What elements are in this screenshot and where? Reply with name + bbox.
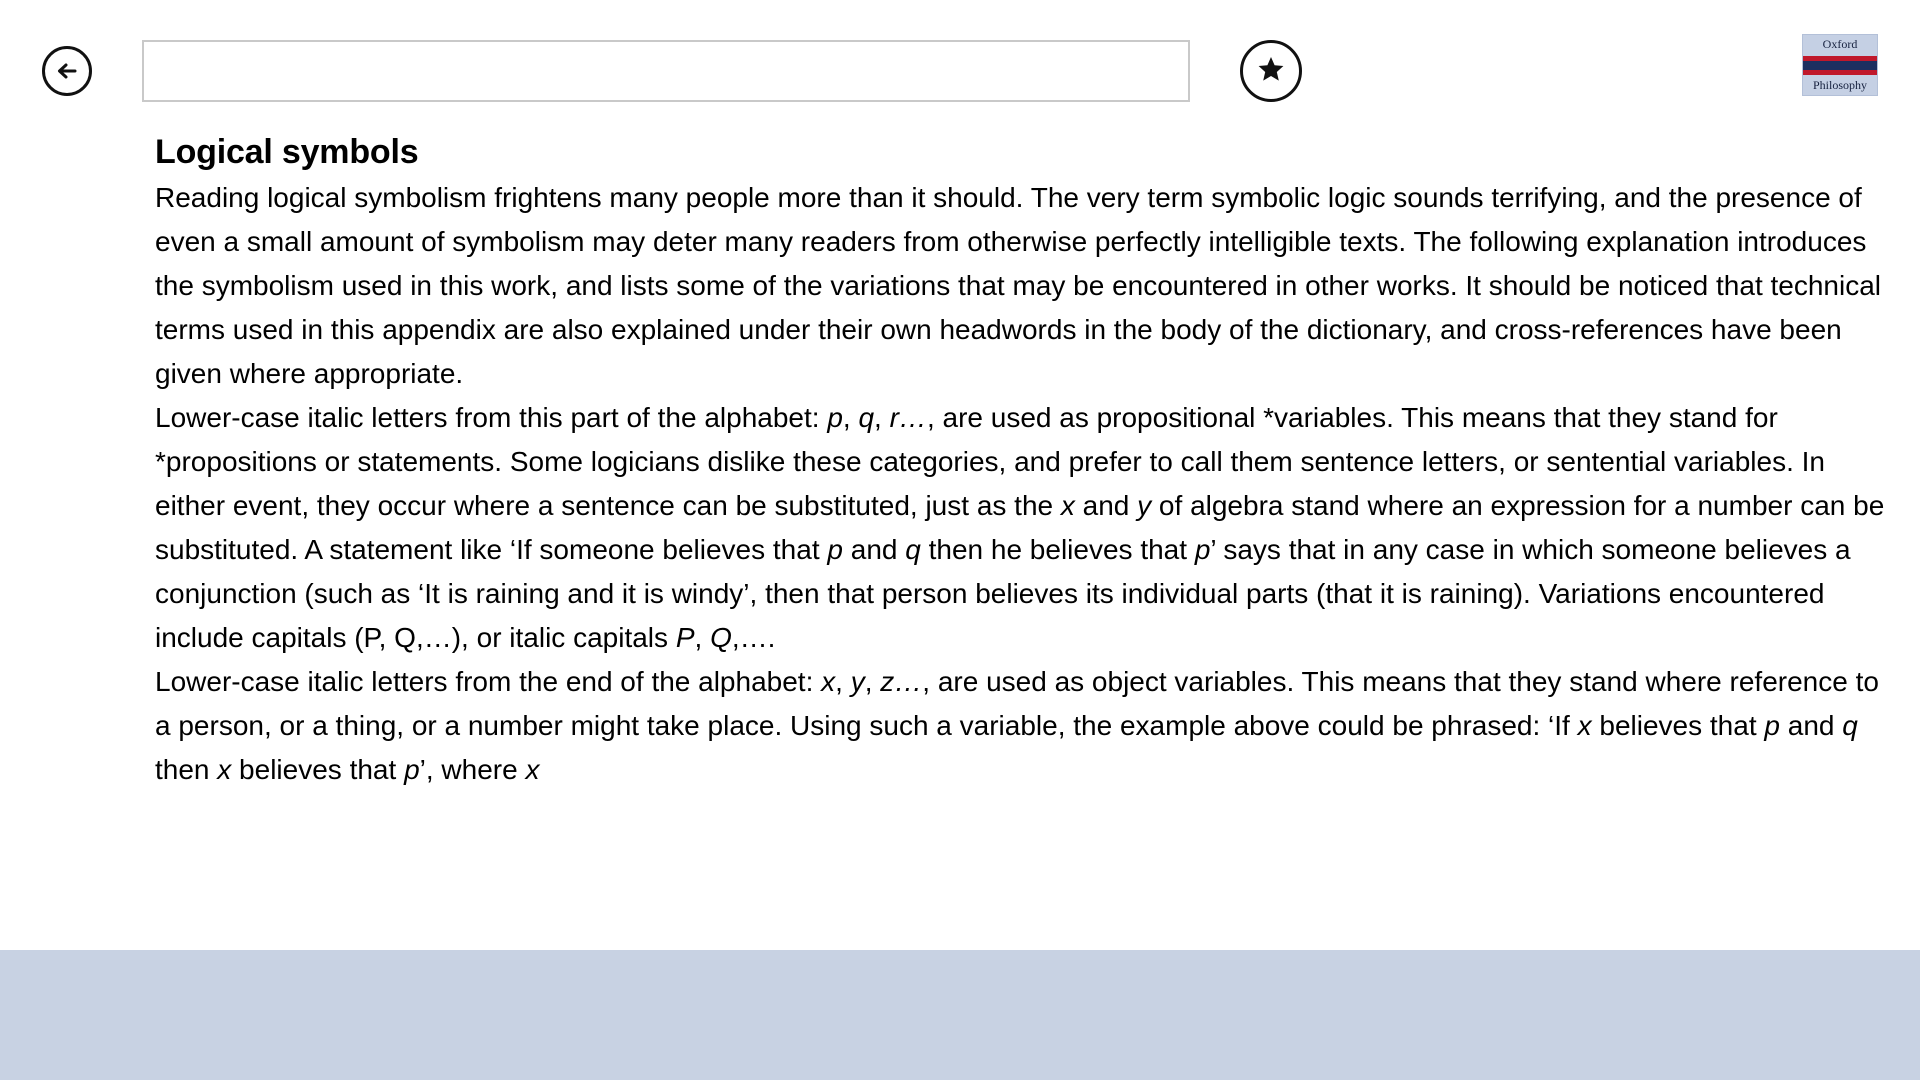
dictionary-entry bbox=[155, 130, 1900, 792]
italic-term: Q bbox=[710, 622, 732, 653]
italic-term: p bbox=[1764, 710, 1780, 741]
text-run: believes that bbox=[231, 754, 405, 785]
text-run: , bbox=[842, 402, 859, 433]
text-run: , are used as propositional *variables. This means that they stand for *propositions or statements. Some logicians dislike these categories, and prefer to call them sentence letters, or sentential variables. In either event, they occur where a sentence can be substituted, just as the bbox=[155, 402, 1825, 521]
entry-content bbox=[0, 120, 1920, 950]
text-run: ,…. bbox=[731, 622, 776, 653]
italic-term: x bbox=[821, 666, 836, 697]
text-run: and bbox=[1779, 710, 1843, 741]
italic-term: q bbox=[905, 534, 921, 565]
italic-term: r… bbox=[889, 402, 927, 433]
italic-term: p bbox=[827, 534, 843, 565]
logo-top-text: Oxford bbox=[1822, 37, 1858, 51]
text-run: Lower-case italic letters from this part of the alphabet: bbox=[155, 402, 828, 433]
italic-term: q bbox=[1842, 710, 1858, 741]
logo-bar-red-2 bbox=[1803, 70, 1877, 75]
bottom-bar bbox=[0, 950, 1920, 1080]
italic-term: P bbox=[675, 622, 695, 653]
entry-title: Logical symbols bbox=[155, 133, 419, 171]
text-run: Lower-case italic letters from the end of the alphabet: bbox=[155, 666, 822, 697]
text-run: then bbox=[155, 754, 218, 785]
text-run: Reading logical symbolism frightens many people more than it should. The very term symbolic logic sounds terrifying, and the presence of even a small amount of symbolism may deter many readers from otherwise perfectly intelligible texts. The following explanation introduces the symbolism used in this work, and lists some of the variations that may be encountered in other works. It should be noticed that technical terms used in this appendix are also explained under their own headwords in the body of the dictionary, and cross-references have been given where appropriate. bbox=[155, 182, 1882, 389]
italic-term: p bbox=[1194, 534, 1211, 565]
search-input[interactable] bbox=[142, 40, 1190, 102]
oxford-philosophy-logo bbox=[1802, 34, 1878, 96]
italic-term: x bbox=[1577, 710, 1592, 741]
italic-term: x bbox=[525, 754, 540, 785]
logo-bar-navy bbox=[1803, 61, 1877, 70]
italic-term: p bbox=[827, 402, 843, 433]
text-run: then he believes that bbox=[920, 534, 1195, 565]
text-run: , bbox=[835, 666, 851, 697]
text-run: , bbox=[864, 666, 881, 697]
entry-paragraph bbox=[155, 176, 1900, 396]
italic-term: y bbox=[850, 666, 865, 697]
text-run: and bbox=[1074, 490, 1138, 521]
italic-term: q bbox=[858, 402, 875, 433]
arrow-left-icon bbox=[53, 57, 81, 85]
entry-paragraph bbox=[155, 396, 1900, 660]
italic-term: p bbox=[404, 754, 420, 785]
star-icon bbox=[1254, 52, 1288, 91]
entry-paragraph bbox=[155, 660, 1900, 792]
text-run: ’ says that in any case in which someone believes a conjunction (such as ‘It is raining and it is windy’, then that person believes its individual parts (that it is raining). Variations encountered include capitals (P, Q,…), or italic capitals bbox=[155, 534, 1851, 653]
logo-bottom-text: Philosophy bbox=[1812, 78, 1867, 92]
text-run: and bbox=[842, 534, 906, 565]
back-button[interactable] bbox=[42, 46, 92, 96]
text-run: , bbox=[874, 402, 890, 433]
text-run: , are used as object variables. This means that they stand where reference to a person, or a thing, or a number might take place. Using such a variable, the example above could be phrased: ‘If bbox=[155, 666, 1879, 741]
text-run: ’, where bbox=[419, 754, 526, 785]
favorite-button[interactable] bbox=[1240, 40, 1302, 102]
text-run: , bbox=[694, 622, 711, 653]
entry-paragraphs bbox=[155, 176, 1900, 792]
italic-term: y bbox=[1137, 490, 1152, 521]
italic-term: z… bbox=[880, 666, 923, 697]
italic-term: x bbox=[1060, 490, 1075, 521]
top-toolbar bbox=[0, 0, 1920, 120]
logo-color-bars bbox=[1803, 56, 1877, 75]
text-run: believes that bbox=[1591, 710, 1765, 741]
text-run: of algebra stand where an expression for a number can be substituted. A statement like ‘If someone believes that bbox=[155, 490, 1885, 565]
italic-term: x bbox=[217, 754, 232, 785]
